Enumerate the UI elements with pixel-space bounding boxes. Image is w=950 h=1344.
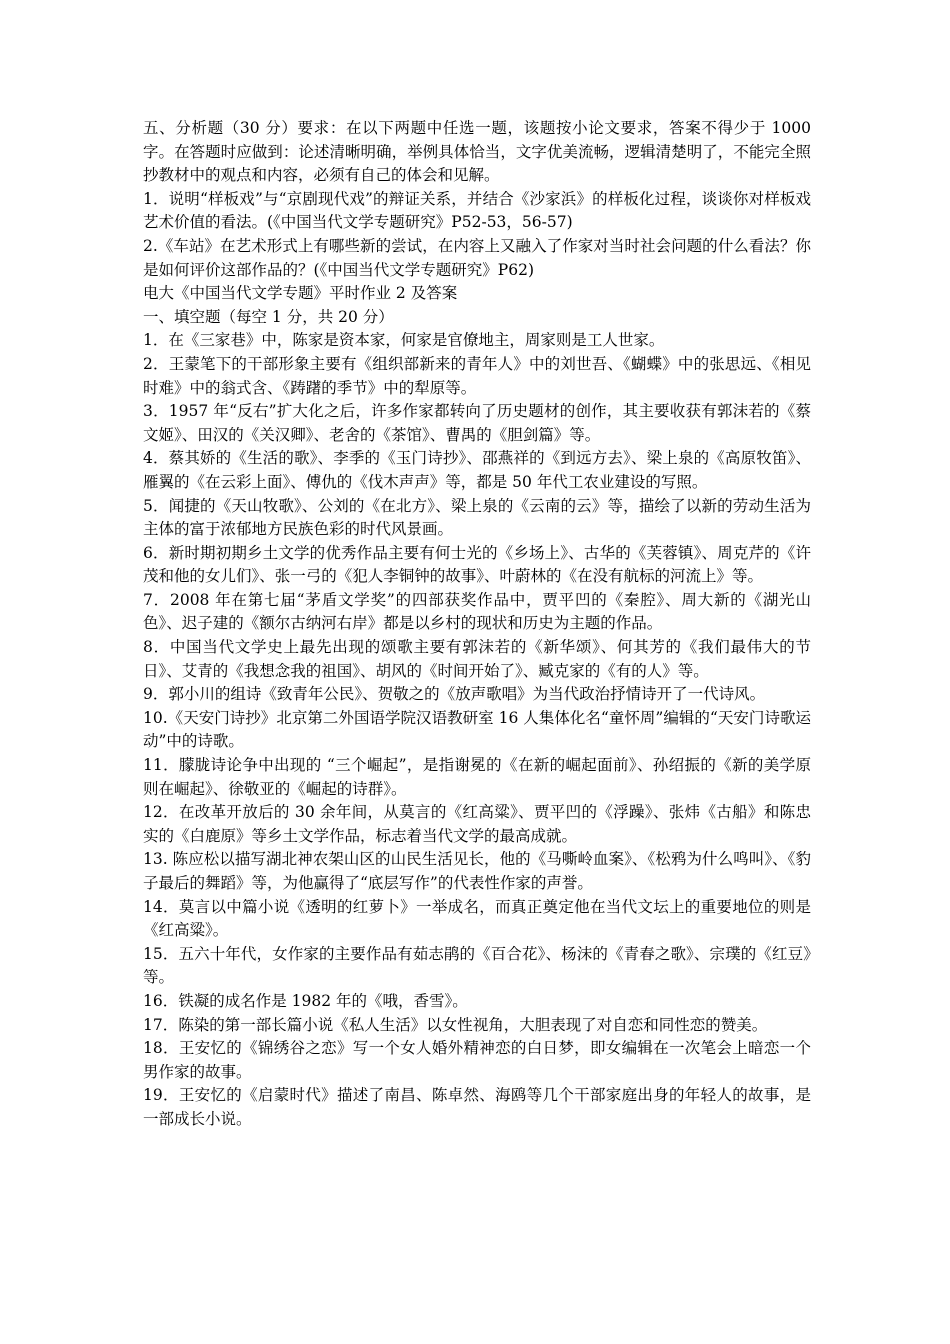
fill-in-item-7: 7．2008 年在第七届“茅盾文学奖”的四部获奖作品中，贾平凹的《秦腔》、周大新的《湖光山色》、迟子建的《额尔古纳河右岸》都是以乡村的现状和历史为主题的作品。 xyxy=(143,590,811,633)
fill-in-item-12: 12．在改革开放后的 30 余年间，从莫言的《红高粱》、贾平凹的《浮躁》、张炜《古船》和陈忠实的《白鹿原》等乡土文学作品，标志着当代文学的最高成就。 xyxy=(143,803,811,845)
assignment-title: 电大《中国当代文学专题》平时作业 2 及答案 xyxy=(143,284,458,303)
section-five-instructions: 五、分析题（30 分）要求：在以下两题中任选一题，该题按小论文要求，答案不得少于 1000 字。在答题时应做到：论述清晰明确，举例具体恰当，文字优美流畅，逻辑清楚明了，不能完全照抄教材中的观点和内容，必须有自己的体会和见解。 xyxy=(143,119,811,185)
fill-in-item-19: 19．王安忆的《启蒙时代》描述了南昌、陈卓然、海鸥等几个干部家庭出身的年轻人的故事，是一部成长小说。 xyxy=(143,1086,811,1128)
fill-in-item-5: 5．闻捷的《天山牧歌》、公刘的《在北方》、梁上泉的《云南的云》等，描绘了以新的劳动生活为主体的富于浓郁地方民族色彩的时代风景画。 xyxy=(143,496,811,539)
fill-in-item-13: 13. 陈应松以描写湖北神农架山区的山民生活见长，他的《马嘶岭血案》、《松鸦为什么鸣叫》、《豹子最后的舞蹈》等，为他赢得了“底层写作”的代表性作家的声誉。 xyxy=(143,850,811,892)
fill-in-item-4: 4．蔡其娇的《生活的歌》、李季的《玉门诗抄》、邵燕祥的《到远方去》、梁上泉的《高原牧笛》、雁翼的《在云彩上面》、傅仇的《伐木声声》等，都是 50 年代工农业建设的写照。 xyxy=(143,449,811,491)
fill-in-item-2: 2．王蒙笔下的干部形象主要有《组织部新来的青年人》中的刘世吾、《蝴蝶》中的张思远、《相见时难》中的翁式含、《踌躇的季节》中的犁原等。 xyxy=(143,354,811,397)
fill-in-item-15: 15．五六十年代，女作家的主要作品有茹志鹃的《百合花》、杨沫的《青春之歌》、宗璞的《红豆》等。 xyxy=(143,944,811,987)
fill-in-item-8: 8．中国当代文学史上最先出现的颂歌主要有郭沫若的《新华颂》、何其芳的《我们最伟大的节日》、艾青的《我想念我的祖国》、胡风的《时间开始了》、臧克家的《有的人》等。 xyxy=(143,638,811,680)
fill-in-item-9: 9．郭小川的组诗《致青年公民》、贺敬之的《放声歌唱》为当代政治抒情诗开了一代诗风。 xyxy=(143,685,766,704)
fill-in-item-1: 1．在《三家巷》中，陈家是资本家，何家是官僚地主，周家则是工人世家。 xyxy=(143,331,665,350)
section-one-heading: 一、填空题（每空 1 分，共 20 分） xyxy=(143,307,394,326)
question-2: 2.《车站》在艺术形式上有哪些新的尝试，在内容上又融入了作家对当时社会问题的什么看法？你是如何评价这部作品的？(《中国当代文学专题研究》P62) xyxy=(143,236,811,279)
fill-in-item-11: 11．朦胧诗论争中出现的 “三个崛起”，是指谢冕的《在新的崛起面前》、孙绍振的《新的美学原则在崛起》、徐敬亚的《崛起的诗群》。 xyxy=(143,756,811,798)
fill-in-item-3: 3．1957 年“反右”扩大化之后，许多作家都转向了历史题材的创作，其主要收获有郭沫若的《蔡文姬》、田汉的《关汉卿》、老舍的《茶馆》、曹禺的《胆剑篇》等。 xyxy=(143,402,811,444)
fill-in-item-14: 14．莫言以中篇小说《透明的红萝卜》一举成名，而真正奠定他在当代文坛上的重要地位的则是《红高粱》。 xyxy=(143,897,811,940)
fill-in-item-18: 18．王安忆的《锦绣谷之恋》写一个女人婚外精神恋的白日梦，即女编辑在一次笔会上暗恋一个男作家的故事。 xyxy=(143,1039,811,1081)
question-1: 1．说明“样板戏”与“京剧现代戏”的辩证关系，并结合《沙家浜》的样板化过程，谈谈你对样板戏艺术价值的看法。(《中国当代文学专题研究》P52-53，56-57) xyxy=(143,189,811,232)
fill-in-item-16: 16．铁凝的成名作是 1982 年的《哦，香雪》。 xyxy=(143,991,468,1010)
fill-in-item-10: 10.《天安门诗抄》北京第二外国语学院汉语教研室 16 人集体化名“童怀周”编辑的“天安门诗歌运动”中的诗歌。 xyxy=(143,708,811,751)
document-body xyxy=(143,117,811,1132)
fill-in-item-17: 17．陈染的第一部长篇小说《私人生活》以女性视角，大胆表现了对自恋和同性恋的赞美。 xyxy=(143,1015,768,1034)
fill-in-item-6: 6．新时期初期乡土文学的优秀作品主要有何士光的《乡场上》、古华的《芙蓉镇》、周克芹的《许茂和他的女儿们》、张一弓的《犯人李铜钟的故事》、叶蔚林的《在没有航标的河流上》等。 xyxy=(143,543,811,586)
